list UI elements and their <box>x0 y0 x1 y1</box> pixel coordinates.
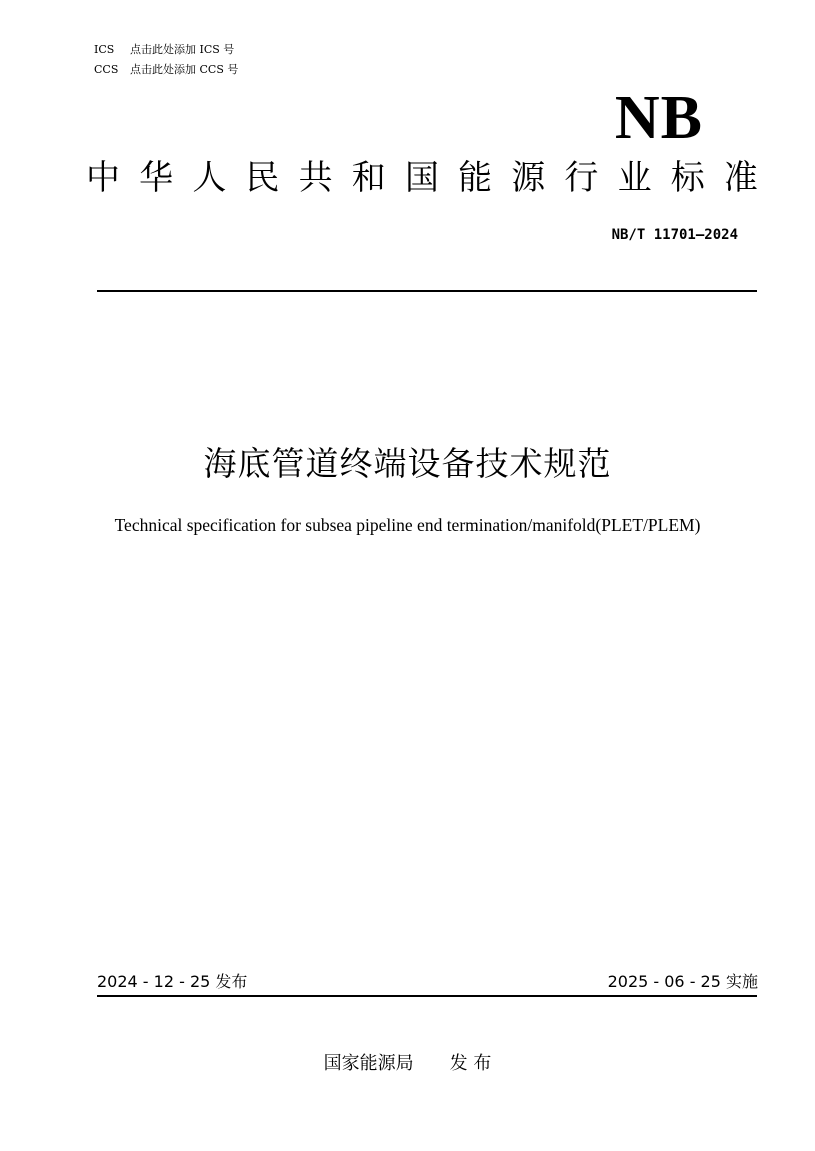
organization-char: 人 <box>192 158 227 198</box>
organization-heading <box>86 158 758 198</box>
ccs-row <box>94 60 238 80</box>
document-title-en: Technical specification for subsea pipeline end termination/manifold(PLET/PLEM) <box>114 515 701 535</box>
issuer-name: 国家能源局 <box>323 1053 414 1074</box>
ccs-label: CCS <box>94 63 119 76</box>
organization-char: 行 <box>564 158 599 198</box>
classification-codes <box>94 40 238 80</box>
organization-char: 和 <box>351 158 386 198</box>
organization-char: 中 <box>86 158 120 198</box>
organization-char: 共 <box>298 158 333 198</box>
organization-char: 华 <box>139 158 174 198</box>
organization-char: 民 <box>245 158 280 198</box>
ics-placeholder[interactable]: 点击此处添加 ICS 号 <box>130 43 235 56</box>
nb-logo: NB <box>614 84 703 152</box>
bottom-divider <box>97 995 757 997</box>
organization-char: 业 <box>617 158 652 198</box>
issuer-line <box>0 1053 815 1075</box>
top-divider <box>97 290 757 292</box>
organization-char: 源 <box>511 158 546 198</box>
implement-date: 2025 - 06 - 25 实施 <box>607 972 758 991</box>
issuer-action: 发 布 <box>449 1053 492 1074</box>
standard-number: NB/T 11701—2024 <box>611 227 738 243</box>
ccs-placeholder[interactable]: 点击此处添加 CCS 号 <box>130 63 239 76</box>
document-title-cn: 海底管道终端设备技术规范 <box>203 444 612 483</box>
issue-date: 2024 - 12 - 25 发布 <box>97 972 248 991</box>
ics-row <box>94 40 238 60</box>
organization-char: 能 <box>458 158 493 198</box>
organization-char: 国 <box>404 158 439 198</box>
organization-char: 标 <box>670 158 705 198</box>
ics-label: ICS <box>94 43 115 56</box>
organization-char: 准 <box>723 158 758 198</box>
